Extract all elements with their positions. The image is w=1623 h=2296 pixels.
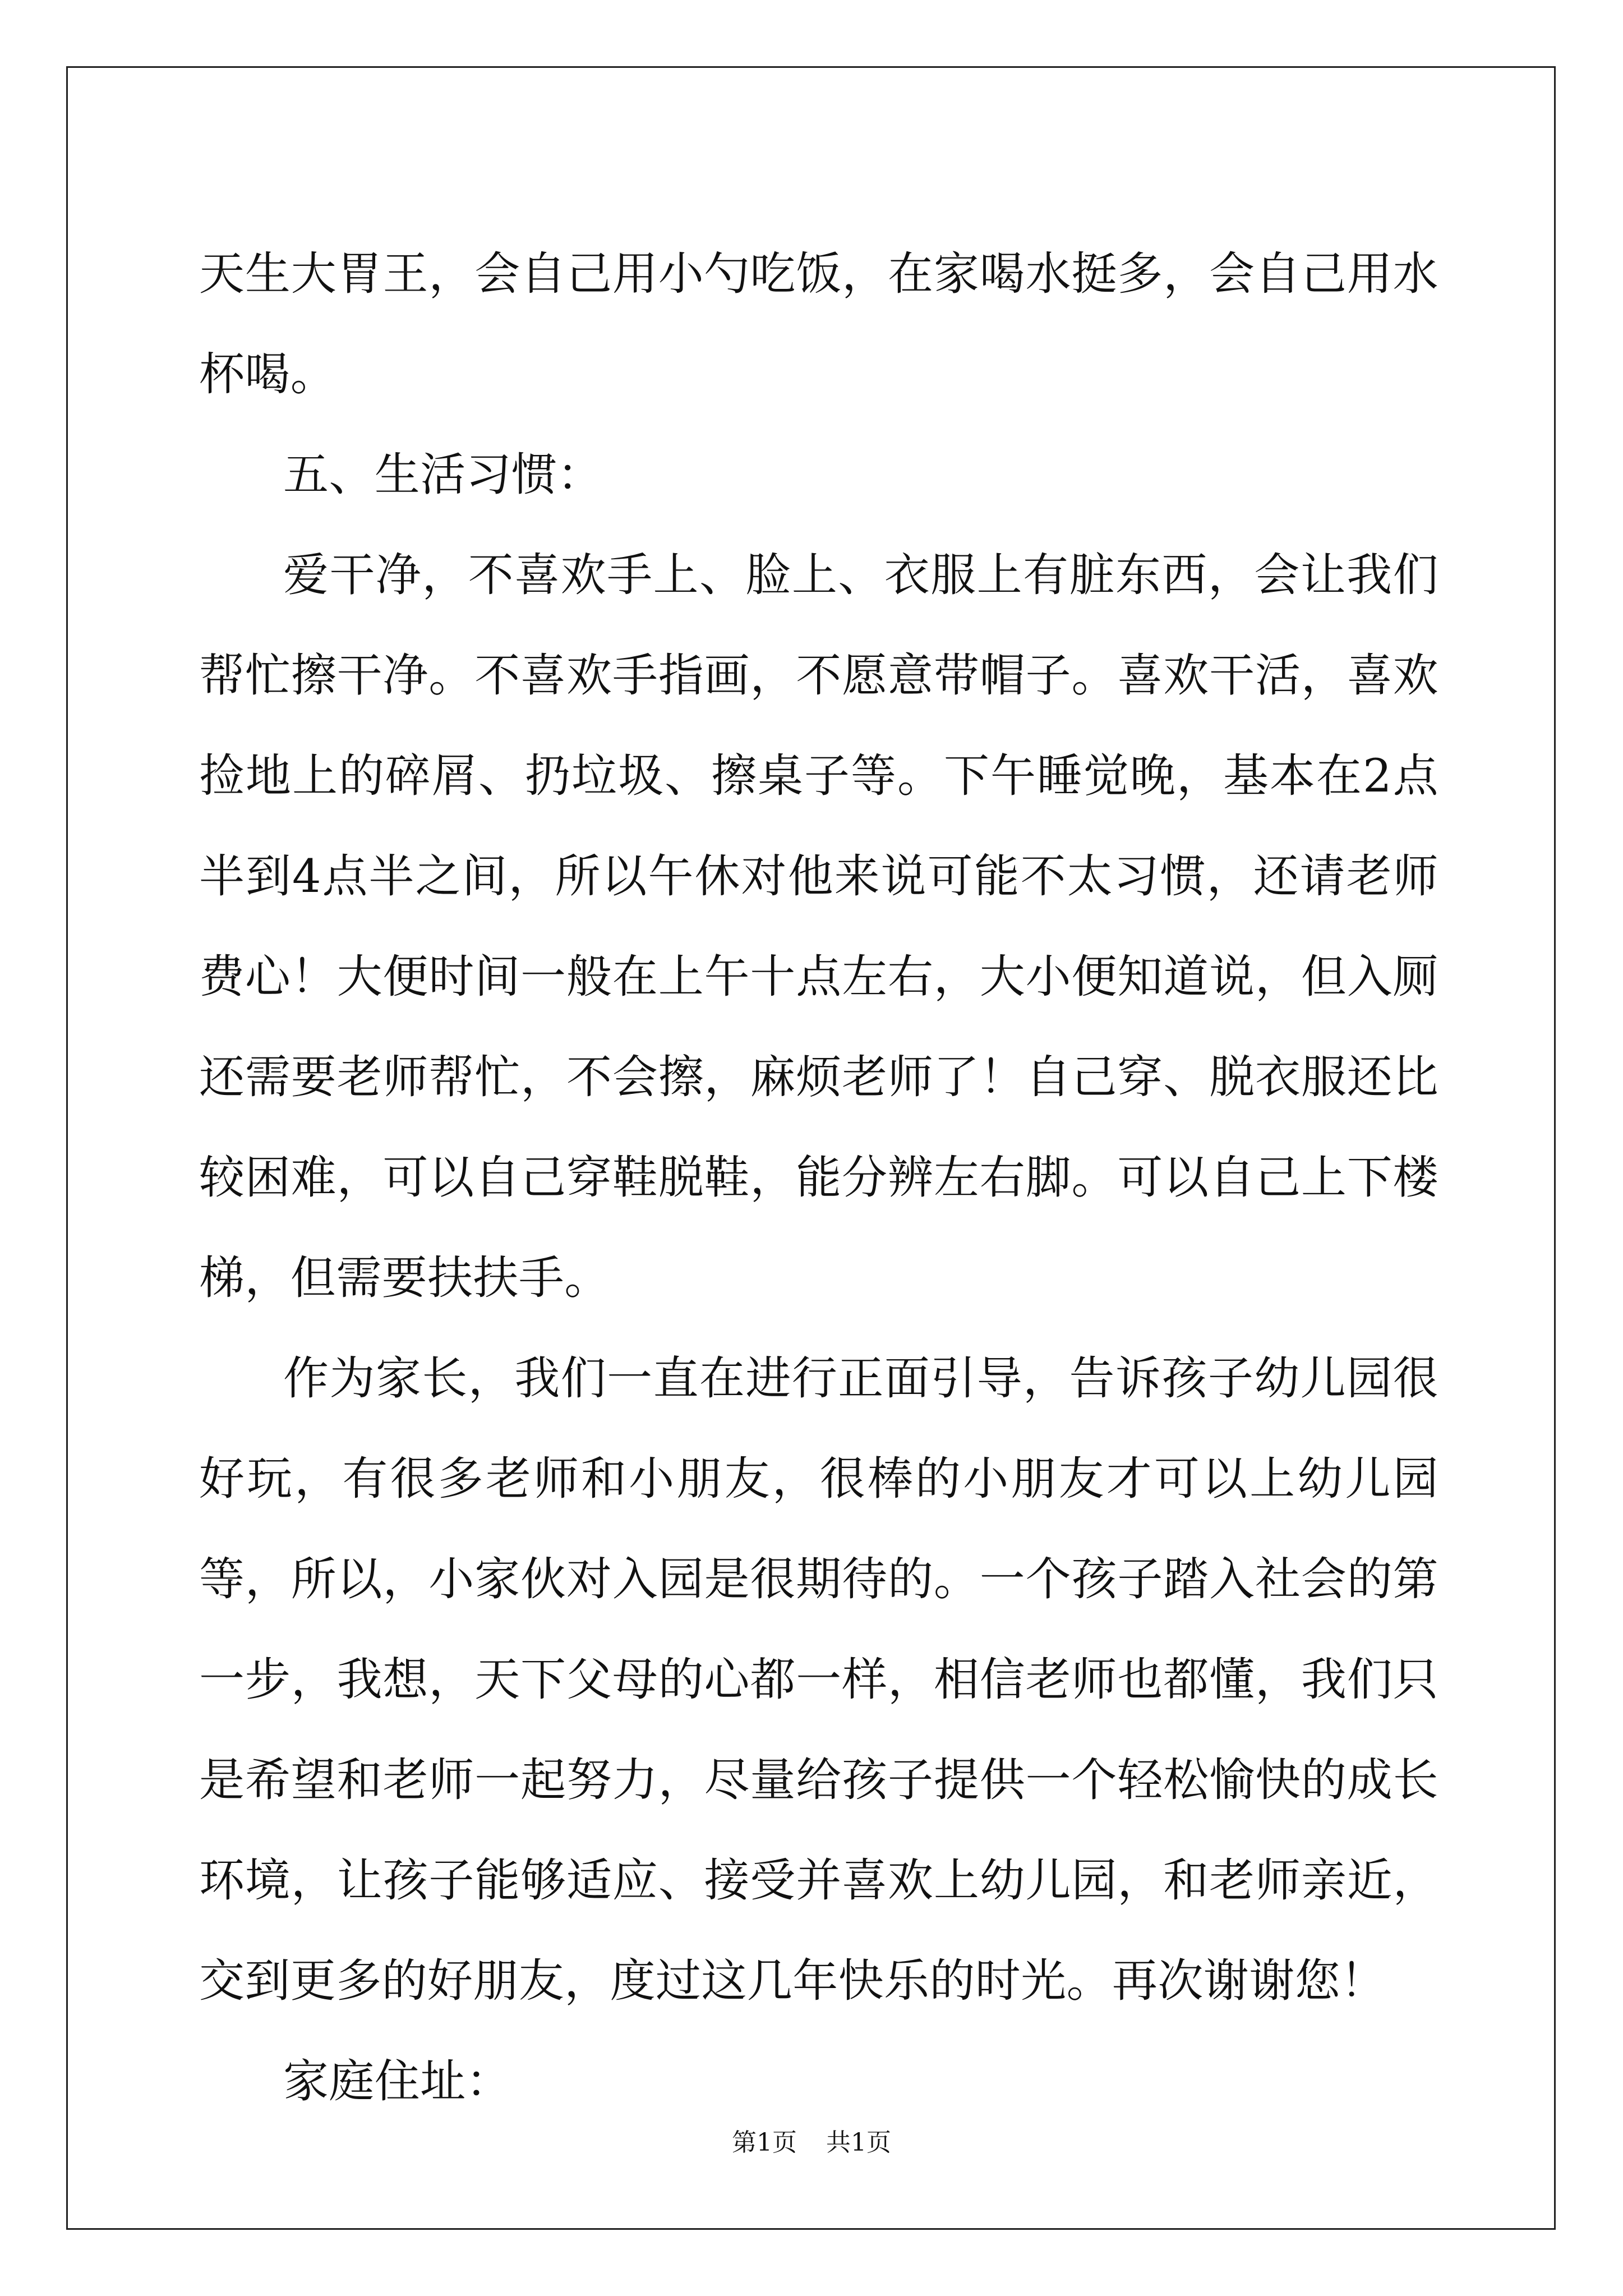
page-number: 第1页 bbox=[732, 2128, 797, 2157]
document-body bbox=[199, 224, 1438, 2132]
page-footer bbox=[0, 2126, 1623, 2160]
page-total: 共1页 bbox=[826, 2128, 891, 2157]
section-heading-living-habits: 五、生活习惯： bbox=[283, 449, 603, 501]
home-address-label: 家庭住址： bbox=[283, 2055, 512, 2108]
paragraph-eating: 天生大胃王，会自己用小勺吃饭，在家喝水挺多，会自己用水杯喝。 bbox=[199, 248, 1438, 401]
paragraph-parents-note: 作为家长，我们一直在进行正面引导，告诉孩子幼儿园很好玩，有很多老师和小朋友，很棒的小朋友才可以上幼儿园等，所以，小家伙对入园是很期待的。一个孩子踏入社会的第一步，我想，天下父母的心都一样，相信老师也都懂，我们只是希望和老师一起努力，尽量给孩子提供一个轻松愉快的成长环境，让孩子能够适应、接受并喜欢上幼儿园，和老师亲近，交到更多的好朋友，度过这几年快乐的时光。再次谢谢您！ bbox=[199, 1352, 1438, 2008]
paragraph-living-habits: 爱干净，不喜欢手上、脸上、衣服上有脏东西，会让我们帮忙擦干净。不喜欢手指画，不愿意带帽子。喜欢干活，喜欢捡地上的碎屑、扔垃圾、擦桌子等。下午睡觉晚，基本在2点半到4点半之间，所以午休对他来说可能不太习惯，还请老师费心！大便时间一般在上午十点左右，大小便知道说，但入厕还需要老师帮忙，不会擦，麻烦老师了！自己穿、脱衣服还比较困难，可以自己穿鞋脱鞋，能分辨左右脚。可以自己上下楼梯，但需要扶扶手。 bbox=[199, 549, 1438, 1305]
